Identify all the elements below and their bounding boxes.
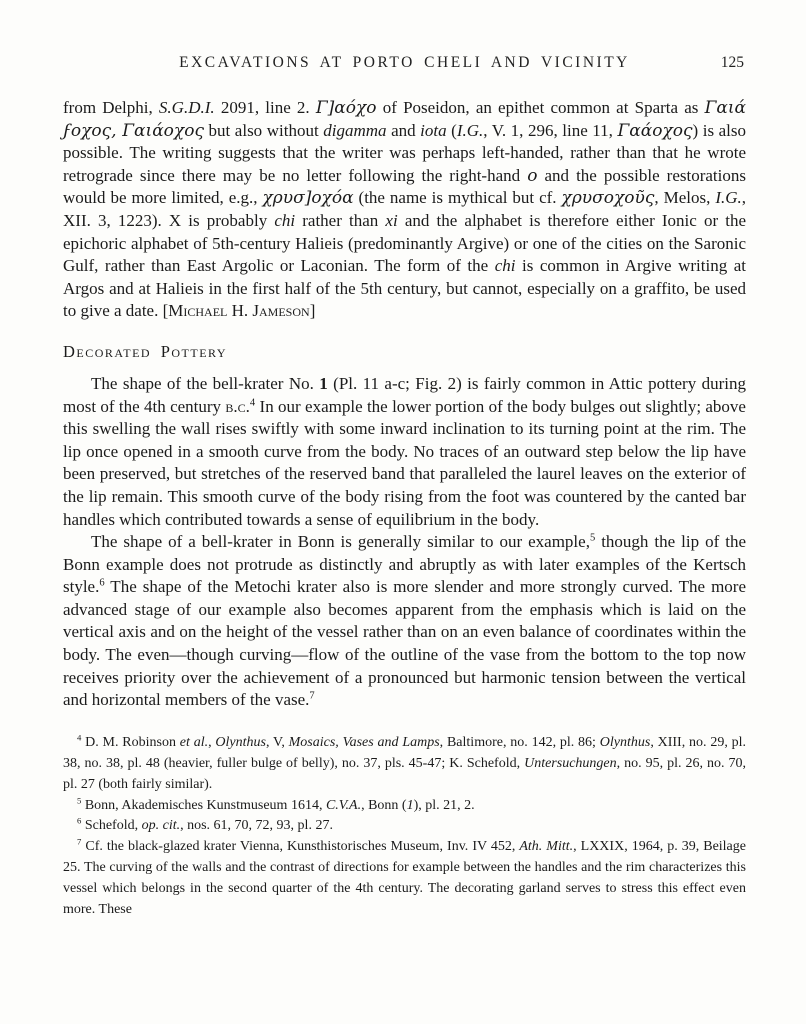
page-header xyxy=(63,54,746,74)
page-number: 125 xyxy=(720,54,744,71)
paragraph-bonn-comparison: The shape of a bell-krater in Bonn is generally similar to our example,$^5$ though the lip of the Bonn example does not protrude as distinctly and abruptly as with later examples of the Kertsch style.$^6$ The shape of the Metochi krater also is more slender and more strongly curved. The more advanced stage of our example also becomes apparent from the emphasis which is laid on the vertical axis and on the height of the vessel rather than on an even balance of coordinates within the body. The even—though curving—flow of the outline of the vase from the bottom to the top now receives priority over the achievement of a pronounced but harmonic tension between the vertical and horizontal members of the vase.$^7$ xyxy=(63,532,746,710)
footnotes-section xyxy=(63,733,746,921)
paragraph-graffito-discussion: from Delphi, S.G.D.I. 2091, line 2. Γ]αόχο of Poseidon, an epithet common at Sparta as Γαιά ϝοχος, Γαιάοχος but also without digamma and iota (I.G., V. 1, 296, line 11, Γαάοχος) is also possible. The writing suggests that the writer was perhaps left-handed, rather than that he wrote retrograde since there may be no letter following the right-hand ο and the possible restorations would be more limited, e.g., χρυσ]οχόα (the name is mythical but cf. χρυσοχοῦς, Melos, I.G., XII. 3, 1223). Χ is probably chi rather than xi and the alphabet is therefore either Ionic or the epichoric alphabet of 5th-century Halieis (predominantly Argive) or one of the cities on the Saronic Gulf, rather than East Argolic or Laconian. The form of the chi is common in Argive writing at Argos and at Halieis in the first half of the 5th century, but cannot, especially on a graffito, be used to give a date. [Michael H. Jameson] xyxy=(63,98,747,321)
footnote-6: $^6$ Schefold, op. cit., nos. 61, 70, 72, 93, pl. 27. xyxy=(77,815,333,834)
running-head-title: EXCAVATIONS AT PORTO CHELI AND VICINITY xyxy=(179,54,630,71)
paragraph-bell-krater-shape: The shape of the bell-krater No. 1 (Pl. 11 a-c; Fig. 2) is fairly common in Attic pottery during most of the 4th century b.c.$^4$ In our example the lower portion of the body bulges out slightly; above this swelling the wall rises swiftly with some inward inclination to its turning point at the rim. The lip once opened in a smooth curve from the body. No traces of an outward step below the lip have been preserved, but stretches of the reserved band that paralleled the laurel leaves on the exterior of the lip remain. This smooth curve of the body rising from the foot was countered by the canted bar handles which contributed towards a sense of equilibrium in the body. xyxy=(63,373,746,529)
text-block xyxy=(63,97,746,921)
footnote-5: $^5$ Bonn, Akademisches Kunstmuseum 1614, C.V.A., Bonn (1), pl. 21, 2. xyxy=(77,794,475,813)
section-heading-decorated-pottery: Decorated Pottery xyxy=(63,341,228,361)
footnote-4: $^4$ D. M. Robinson et al., Olynthus, V, Mosaics, Vases and Lamps, Baltimore, no. 142, pl. 86; Olynthus, XIII, no. 29, pl. 38, no. 38, pl. 48 (heavier, fuller bulge of belly), no. 37, pls. 45-47; K. Schefold, Untersuchungen, no. 95, pl. 26, no. 70, pl. 27 (both fairly similar). xyxy=(63,732,747,792)
footnote-7: $^7$ Cf. the black-glazed krater Vienna, Kunsthistorisches Museum, Inv. IV 452, Ath. Mitt., LXXIX, 1964, p. 39, Beilage 25. The curving of the walls and the contrast of directions for example between the handles and the rim characterizes this vessel which belongs in the second quarter of the 4th century. The decorating garland serves to stress this effect even more. These xyxy=(63,836,746,918)
